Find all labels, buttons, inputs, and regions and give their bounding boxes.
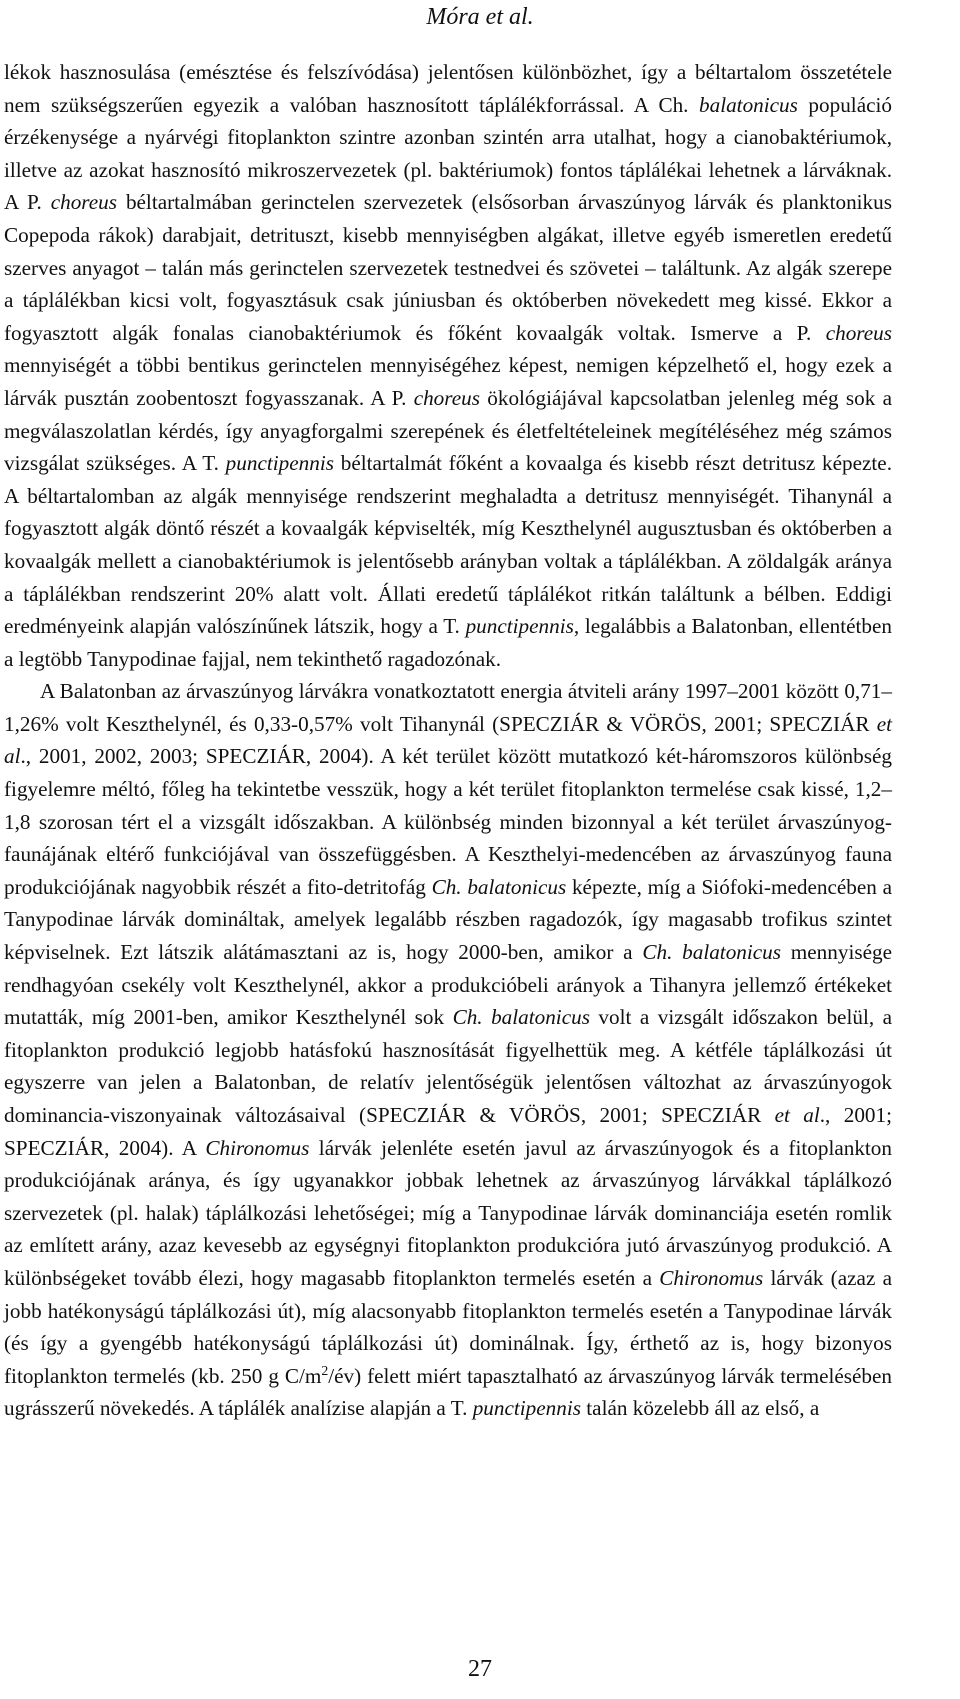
italic-term: punctipennis [225, 451, 334, 476]
body-text [4, 56, 892, 1425]
text-run: lárvák jelenléte esetén javul az árvaszúnyogok és a fitoplankton produkciójának aránya, és így ugyanakkor jobbak lehetnek az árvaszúnyog lárvákkal táplálkozó szervezetek (pl. halak) táplálkozási lehetőségei; míg a Tanypodinae lárvák dominanciája esetén romlik az említett arány, azaz kevesebb az egységnyi fitoplankton produkcióra jutó árvaszúnyog produkció. A különbségeket tovább élezi, hogy magasabb fitoplankton termelés esetén a [4, 1135, 892, 1290]
italic-term: et al [4, 711, 892, 769]
text-run: mennyiségét a többi bentikus gerinctelen mennyiségéhez képest, nemigen képzelhető el, hogy ezek a lárvák pusztán zoobentoszt fogyasszanak. A P. [4, 353, 892, 410]
italic-term: choreus [413, 385, 480, 410]
text-run: , legalábbis a Balatonban, ellentétben a legtöbb Tanypodinae fajjal, nem tekinthető ragadozónak. [4, 614, 892, 671]
text-run: ., 2001, 2002, 2003; SPECZIÁR, 2004). A két terület között mutatkozó két-háromszoros különbség figyelemre méltó, főleg ha tekintetbe vesszük, hogy a két terület fitoplankton termelése csak kissé, 1,2–1,8 szorosan tért el a vizsgált időszakban. A különbség minden bizonnyal a két terület árvaszúnyog-faunájának eltérő funkciójával van összefüggésben. A Keszthelyi-medencében az árvaszúnyog fauna produkciójának nagyobbik részét a fito-detritofág [4, 744, 892, 899]
italic-term: Chironomus [205, 1135, 310, 1160]
text-run: mennyisége rendhagyóan csekély volt Keszthelynél, akkor a produkcióbeli arányok a Tihanyra jellemző értékeket mutatták, míg 2001-ben, amikor Keszthelynél sok [4, 940, 892, 1030]
superscript: 2 [321, 1362, 329, 1378]
italic-term: Ch. balatonicus [642, 940, 782, 965]
italic-term: punctipennis [472, 1396, 581, 1421]
italic-term: et al [774, 1103, 820, 1127]
text-run: béltartalmában gerinctelen szervezetek (elsősorban árvaszúnyog lárvák és planktonikus Copepoda rákok) darabjait, detrituszt, kisebb mennyiségben algákat, illetve egyéb ismeretlen eredetű szerves anyagot – talán más gerinctelen szervezetek testnedvei és szövetei – találtunk. Az algák szerepe a táplálékban kicsi volt, fogyasztásuk csak júniusban és októberben növekedett meg kissé. Ekkor a fogyasztott algák fonalas cianobaktériumok és főként kovaalgák voltak. Ismerve a P. [4, 190, 892, 345]
paragraph [4, 675, 892, 1425]
text-run: béltartalmát főként a kovaalga és kisebb részt detritusz képezte. A béltartalomban az algák mennyisége rendszerint meghaladta a detritusz mennyiségét. Tihanynál a fogyasztott algák döntő részét a kovaalgák képviselték, míg Keszthelynél augusztusban és októberben a kovaalgák mellett a cianobaktériumok is jelentősebb arányban voltak a táplálékban. A zöldalgák aránya a táplálékban rendszerint 20% alatt volt. Állati eredetű táplálékot ritkán találtunk a bélben. Eddigi eredményeink alapján valószínűnek látszik, hogy a T. [4, 451, 892, 639]
paragraph [4, 56, 892, 675]
italic-term: Ch. balatonicus [452, 1005, 590, 1030]
text-run: populáció érzékenysége a nyárvégi fitoplankton szintre azonban szintén arra utalhat, hogy a cianobaktériumok, illetve az azokat hasznosító mikroszervezetek (pl. baktériumok) fontos táplálékai lehetnek a lárváknak. A P. [4, 92, 892, 215]
italic-term: choreus [50, 190, 118, 215]
text-run: ökológiájával kapcsolatban jelenleg még sok a megválaszolatlan kérdés, így anyagforgalmi szerepének és életfeltételeinek megítéléséhez még számos vizsgálat szükséges. A T. [4, 385, 892, 476]
text-run: talán közelebb áll az első, a [580, 1396, 820, 1421]
text-run: volt a vizsgált időszakon belül, a fitoplankton produkció legjobb hatásfokú hasznosítását figyelhettük meg. A kétféle táplálkozási út egyszerre van jelen a Balatonban, de relatív jelentőségük jelentősen változhat az árvaszúnyogok dominancia-viszonyainak változásaival (SPECZIÁR & VÖRÖS, 2001; SPECZIÁR [4, 1005, 892, 1127]
running-head: Móra et al. [426, 4, 534, 30]
italic-term: balatonicus [699, 92, 798, 117]
text-run: képezte, míg a Siófoki-medencében a Tanypodinae lárvák domináltak, amelyek legalább részben ragadozók, így magasabb trofikus szintet képviselnek. Ezt látszik alátámasztani az is, hogy 2000-ben, amikor a [4, 874, 892, 965]
text-run: lárvák (azaz a jobb hatékonyságú táplálkozási út), míg alacsonyabb fitoplankton termelés esetén a Tanypodinae lárvák (és így a gyengébb hatékonyságú táplálkozási út) dominálnak. Így, érthető az is, hogy bizonyos fitoplankton termelés (kb. 250 g C/m [4, 1265, 892, 1388]
text-run: lékok hasznosulása (emésztése és felszívódása) jelentősen különbözhet, így a béltartalom összetétele nem szükségszerűen egyezik a valóban hasznosított táplálékforrással. A Ch. [4, 60, 892, 117]
italic-term: Chironomus [659, 1265, 764, 1290]
text-run: /év) felett miért tapasztalható az árvaszúnyog lárvák termelésében ugrásszerű növekedés. A táplálék analízise alapján a T. [4, 1363, 893, 1421]
italic-term: punctipennis [465, 614, 574, 639]
page-number: 27 [468, 1656, 492, 1682]
italic-term: Ch. balatonicus [431, 874, 567, 899]
text-run: ., 2001; SPECZIÁR, 2004). A [4, 1103, 892, 1160]
text-run: A Balatonban az árvaszúnyog lárvákra vonatkoztatott energia átviteli arány 1997–2001 között 0,71–1,26% volt Keszthelynél, és 0,33-0,57% volt Tihanynál (SPECZIÁR & VÖRÖS, 2001; SPECZIÁR [4, 679, 892, 736]
italic-term: choreus [825, 320, 892, 345]
